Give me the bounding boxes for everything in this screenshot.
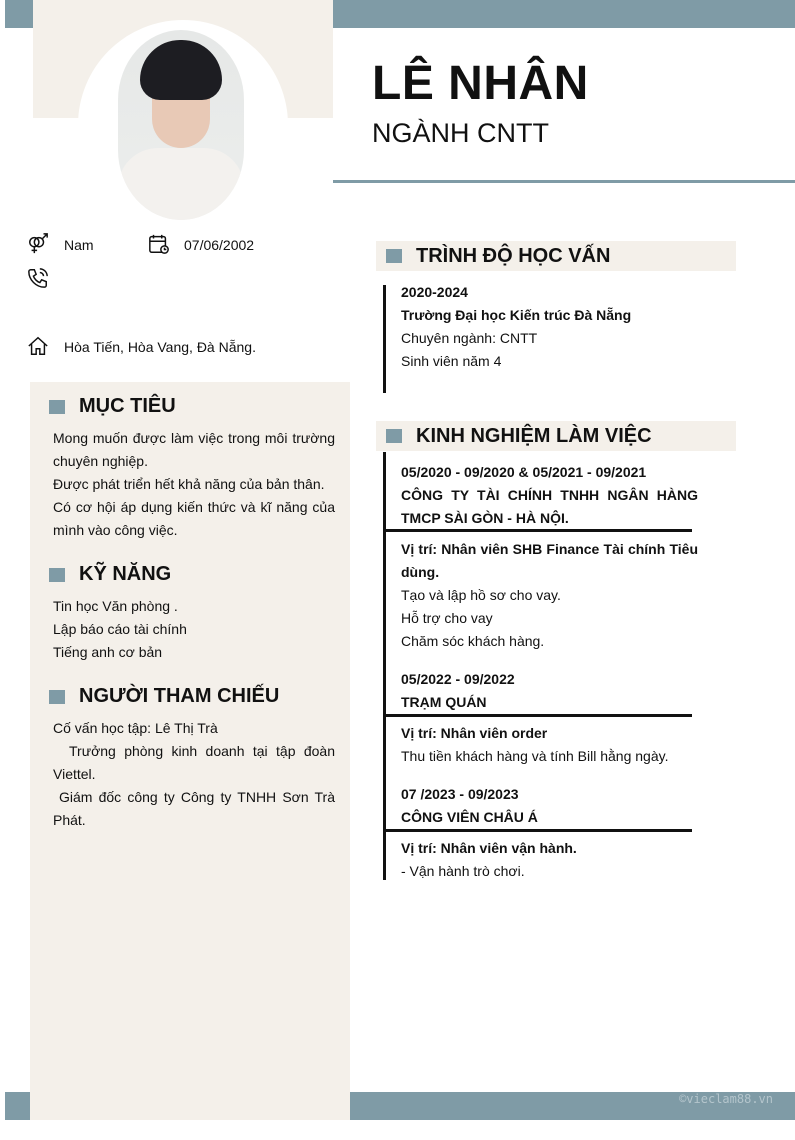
education-entry xyxy=(401,281,698,373)
candidate-major: NGÀNH CNTT xyxy=(372,118,549,148)
references-title: NGƯỜI THAM CHIẾU xyxy=(79,685,280,707)
job-task: Thu tiền khách hàng và tính Bill hằng ngày. xyxy=(401,748,669,764)
job-details xyxy=(401,538,698,653)
education-year: Sinh viên năm 4 xyxy=(401,353,502,369)
skill-item: Tiếng anh cơ bản xyxy=(53,644,163,660)
education-title: TRÌNH ĐỘ HỌC VẤN xyxy=(416,244,611,267)
references-text xyxy=(53,717,335,832)
education-heading xyxy=(376,241,736,271)
skill-item: Lập báo cáo tài chính xyxy=(53,621,187,637)
job-divider xyxy=(383,529,692,532)
profile-photo xyxy=(118,30,244,220)
job-position: Vị trí: Nhân viên order xyxy=(401,725,548,741)
job-company: CÔNG TY TÀI CHÍNH TNHH NGÂN HÀNG TMCP SÀI GÒN - HÀ NỘI. xyxy=(401,487,698,526)
education-major: Chuyên ngành: CNTT xyxy=(401,330,538,346)
job-period: 07 /2023 - 09/2023 xyxy=(401,786,519,802)
header-rule xyxy=(333,180,795,183)
job-period: 05/2022 - 09/2022 xyxy=(401,671,515,687)
skill-item: Tin học Văn phòng . xyxy=(53,598,178,614)
gender-icon xyxy=(27,233,49,255)
education-timeline xyxy=(383,285,386,393)
job-task: Chăm sóc khách hàng. xyxy=(401,633,545,649)
square-bullet-icon xyxy=(49,690,65,704)
job-task: Tạo và lập hồ sơ cho vay. xyxy=(401,587,561,603)
job-task: - Vận hành trò chơi. xyxy=(401,863,525,879)
home-icon xyxy=(27,335,49,357)
job-period: 05/2020 - 09/2020 & 05/2021 - 09/2021 xyxy=(401,464,647,480)
job-details xyxy=(401,837,698,883)
reference-line: Cố vấn học tập: Lê Thị Trà xyxy=(53,720,218,736)
job-divider xyxy=(383,829,692,832)
square-bullet-icon xyxy=(386,249,402,263)
experience-title: KINH NGHIỆM LÀM VIỆC xyxy=(416,424,652,447)
experience-timeline xyxy=(383,452,386,880)
gender-value: Nam xyxy=(64,237,94,253)
objective-line: Mong muốn được làm việc trong môi trường chuyên nghiệp. xyxy=(53,430,335,469)
skills-list xyxy=(53,595,335,664)
skills-title: KỸ NĂNG xyxy=(79,563,172,585)
job-position: Vị trí: Nhân viên SHB Finance Tài chính Tiêu dùng. xyxy=(401,541,698,580)
candidate-name: LÊ NHÂN xyxy=(372,57,589,110)
job-header xyxy=(401,668,698,714)
phone-icon xyxy=(27,267,49,289)
reference-line: Giám đốc công ty Công ty TNHH Sơn Trà Phát. xyxy=(53,789,335,828)
job-header xyxy=(401,783,698,829)
watermark: ©vieclam88.vn xyxy=(679,1092,773,1106)
job-company: TRẠM QUÁN xyxy=(401,694,487,710)
references-heading xyxy=(49,685,279,708)
birthday-value: 07/06/2002 xyxy=(184,237,255,253)
square-bullet-icon xyxy=(386,429,402,443)
job-company: CÔNG VIÊN CHÂU Á xyxy=(401,809,538,825)
job-header xyxy=(401,461,698,530)
reference-line: Trưởng phòng kinh doanh tại tập đoàn Viettel. xyxy=(53,743,335,782)
job-divider xyxy=(383,714,692,717)
job-task: Hỗ trợ cho vay xyxy=(401,610,493,626)
square-bullet-icon xyxy=(49,400,65,414)
objective-line: Có cơ hội áp dụng kiến thức và kĩ năng của mình vào công việc. xyxy=(53,499,335,538)
experience-heading xyxy=(376,421,736,451)
calendar-icon xyxy=(148,233,170,255)
job-position: Vị trí: Nhân viên vận hành. xyxy=(401,840,577,856)
objective-title: MỤC TIÊU xyxy=(79,395,176,417)
square-bullet-icon xyxy=(49,568,65,582)
objective-line: Được phát triển hết khả năng của bản thân. xyxy=(53,476,325,492)
job-details xyxy=(401,722,698,768)
address-value: Hòa Tiến, Hòa Vang, Đà Nẵng. xyxy=(64,339,256,355)
objective-text xyxy=(53,427,335,542)
education-school: Trường Đại học Kiến trúc Đà Nẵng xyxy=(401,307,632,323)
education-period: 2020-2024 xyxy=(401,284,468,300)
objective-heading xyxy=(49,395,176,418)
skills-heading xyxy=(49,563,171,586)
